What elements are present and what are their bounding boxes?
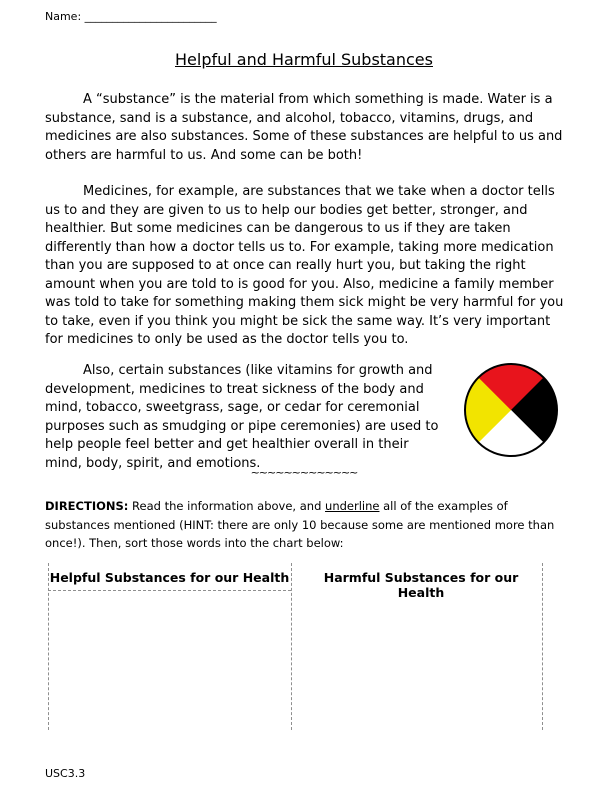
harmful-column-header: Harmful Substances for our Health [323, 570, 519, 600]
section-separator: ~~~~~~~~~~~~~ [250, 466, 358, 479]
underline-keyword: underline [325, 499, 380, 513]
name-field-label: Name: ________________________ [45, 10, 217, 23]
medicines-paragraph [45, 183, 565, 350]
ceremonial-paragraph-text: Also, certain substances (like vitamins for growth and development, medicines to treat sickness of the body and mind, tobacco, sweetgrass, sage, or cedar for ceremonial purposes such as smudging or pipe ceremonies) are used to help people feel better and get healthier overall in their mind, body, spirit, and emotions. [45, 363, 439, 471]
directions-text-part2: all of the examples of substances mentioned (HINT: there are only 10 because some are mentioned more than once!). Then, sort those words into the chart below: [45, 499, 555, 550]
helpful-column-header: Helpful Substances for our Health [49, 570, 290, 585]
page-title: Helpful and Harmful Substances [175, 50, 433, 69]
medicines-paragraph-text: Medicines, for example, are substances that we take when a doctor tells us to and they are given to us to help our bodies get better, stronger, and healthier. But some medicines can be dangerous to us if they are taken differently than how a doctor tells us to. For example, taking more medication than you are supposed to at once can really hurt you, but taking the right amount when you are told to is good for you. Also, medicine a family member was told to take for something making them sick might be very harmful for you to take, even if you think you might be sick the same way. It’s very important for medicines to only be used as the doctor tells you to. [45, 184, 564, 347]
helpful-header-divider [48, 590, 291, 591]
intro-paragraph-text: A “substance” is the material from which something is made. Water is a substance, sand is a substance, and alcohol, tobacco, vitamins, drugs, and medicines are also substances. Some of these substances are helpful to us and others are harmful to us. And some can be both! [45, 92, 563, 163]
directions-label: DIRECTIONS: [45, 499, 129, 513]
helpful-substances-box[interactable] [48, 563, 292, 730]
footer-code: USC3.3 [45, 767, 86, 780]
intro-paragraph [45, 91, 565, 165]
ceremonial-paragraph [45, 362, 445, 473]
directions-text [45, 497, 555, 553]
directions-text-part1: Read the information above, and [128, 499, 326, 513]
medicine-wheel-icon [462, 361, 560, 459]
